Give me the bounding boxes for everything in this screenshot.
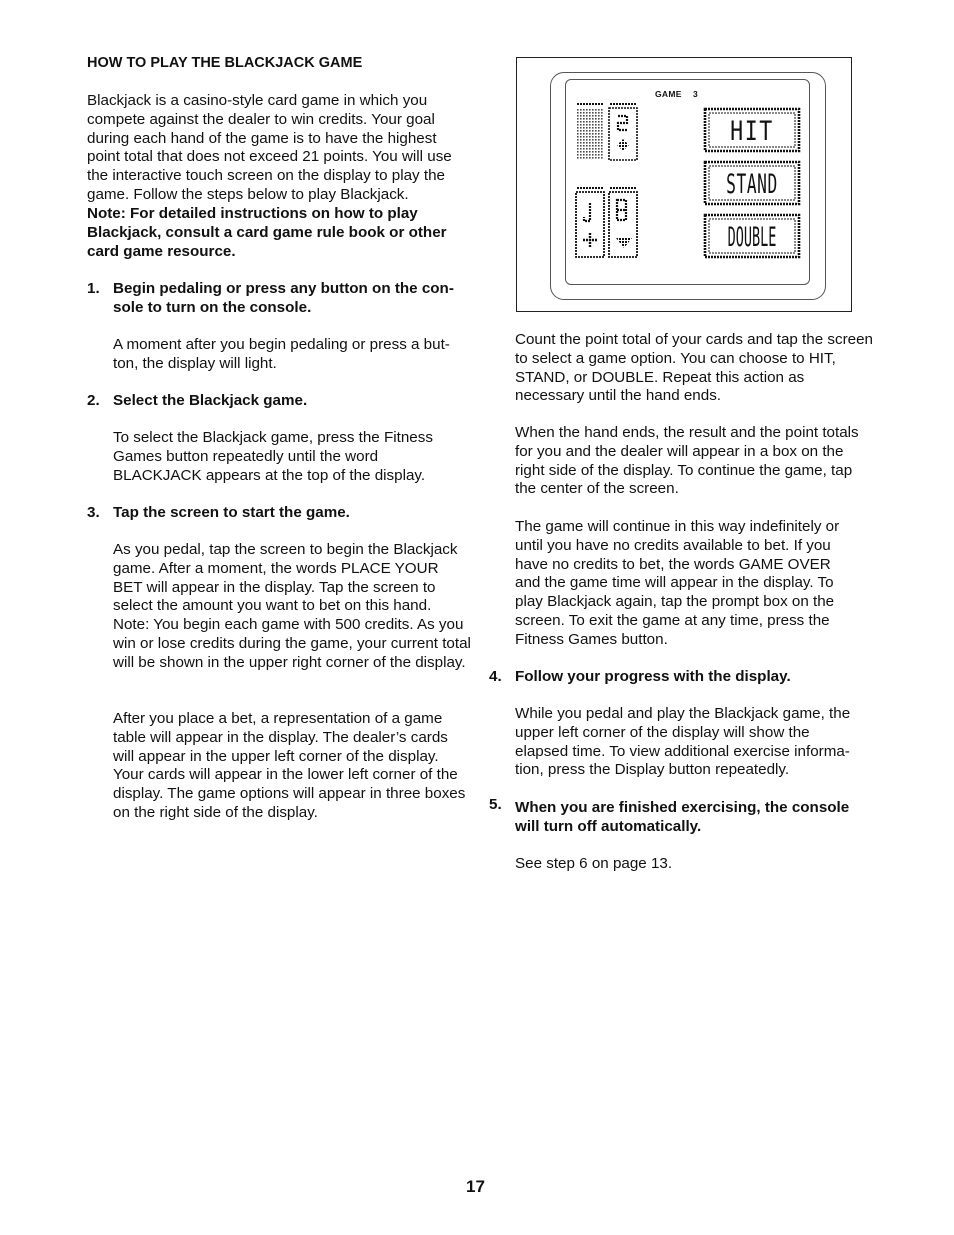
step-number: 1. bbox=[87, 280, 100, 297]
step-title: Select the Blackjack game. bbox=[113, 392, 308, 409]
step-number: 5. bbox=[489, 796, 502, 813]
step-body: After you place a bet, a representation of a game table will appear in the display. The dealer’s cards will appear in the upper left corner of the display. Your cards will appear in the lower left corner of the display. The game options will appear in three boxes on the right side of the display. bbox=[113, 710, 466, 821]
step-3-continued: When the hand ends, the result and the point totals for you and the dealer will appear in a box on the right side of the display. To continue the game, tap the center of the screen. bbox=[515, 424, 859, 498]
dealer-cards bbox=[576, 103, 637, 160]
option-hit-label: HIT bbox=[730, 115, 774, 147]
page-number: 17 bbox=[466, 1177, 485, 1196]
display-pixels bbox=[517, 58, 853, 313]
step-3-continued: The game will continue in this way indefinitely or until you have no credits available to bet. If you have no credits to bet, the words GAME OVER and the game time will appear in the display. To play Blackjack again, tap the prompt box on the screen. To exit the game at any time, press the Fitness Games button. bbox=[515, 518, 840, 648]
step-body: See step 6 on page 13. bbox=[515, 855, 673, 872]
step-body: A moment after you begin pedaling or press a but- ton, the display will light. bbox=[113, 336, 450, 372]
heading: HOW TO PLAY THE BLACKJACK GAME bbox=[87, 55, 363, 71]
intro-note: Note: For detailed instructions on how to play Blackjack, consult a card game rule book or other card game resource. bbox=[87, 205, 447, 260]
step-number: 2. bbox=[87, 392, 100, 409]
step-title: Follow your progress with the display. bbox=[515, 668, 791, 685]
step-number: 3. bbox=[87, 504, 100, 521]
display-illustration bbox=[516, 57, 852, 312]
step-body: To select the Blackjack game, press the Fitness Games button repeatedly until the word BLACKJACK appears at the top of the display. bbox=[113, 429, 433, 484]
step-number: 4. bbox=[489, 668, 502, 685]
step-3-continued: Count the point total of your cards and tap the screen to select a game option. You can choose to HIT, STAND, or DOUBLE. Repeat this action as necessary until the hand ends. bbox=[515, 331, 873, 405]
option-stand-label: STAND bbox=[726, 168, 778, 200]
step-body: As you pedal, tap the screen to begin the Blackjack game. After a moment, the words PLACE YOUR BET will appear in the display. Tap the screen to select the amount you want to bet on this hand. Note: You begin each game with 500 credits. As you win or lose credits during the game, your current total will be shown in the upper right corner of the display. bbox=[113, 541, 471, 671]
player-cards bbox=[576, 186, 637, 257]
intro-paragraph: Blackjack is a casino-style card game in which you compete against the dealer to win credits. Your goal during each hand of the game is to have the highest point total that does not exceed 21 points. You will use the interactive touch screen on the display to play the game. Follow the steps below to play Blackjack. bbox=[87, 92, 452, 203]
option-double-label: DOUBLE bbox=[727, 221, 777, 253]
step-body: While you pedal and play the Blackjack game, the upper left corner of the display will show the elapsed time. To view additional exercise informa- tion, press the Display button repeatedly. bbox=[515, 705, 851, 779]
step-title: When you are finished exercising, the console will turn off automatically. bbox=[515, 799, 850, 835]
step-title: Begin pedaling or press any button on the con- sole to turn on the console. bbox=[113, 280, 454, 316]
game-number: 3 bbox=[693, 89, 698, 99]
game-label: GAME bbox=[655, 89, 682, 99]
step-title: Tap the screen to start the game. bbox=[113, 504, 350, 521]
